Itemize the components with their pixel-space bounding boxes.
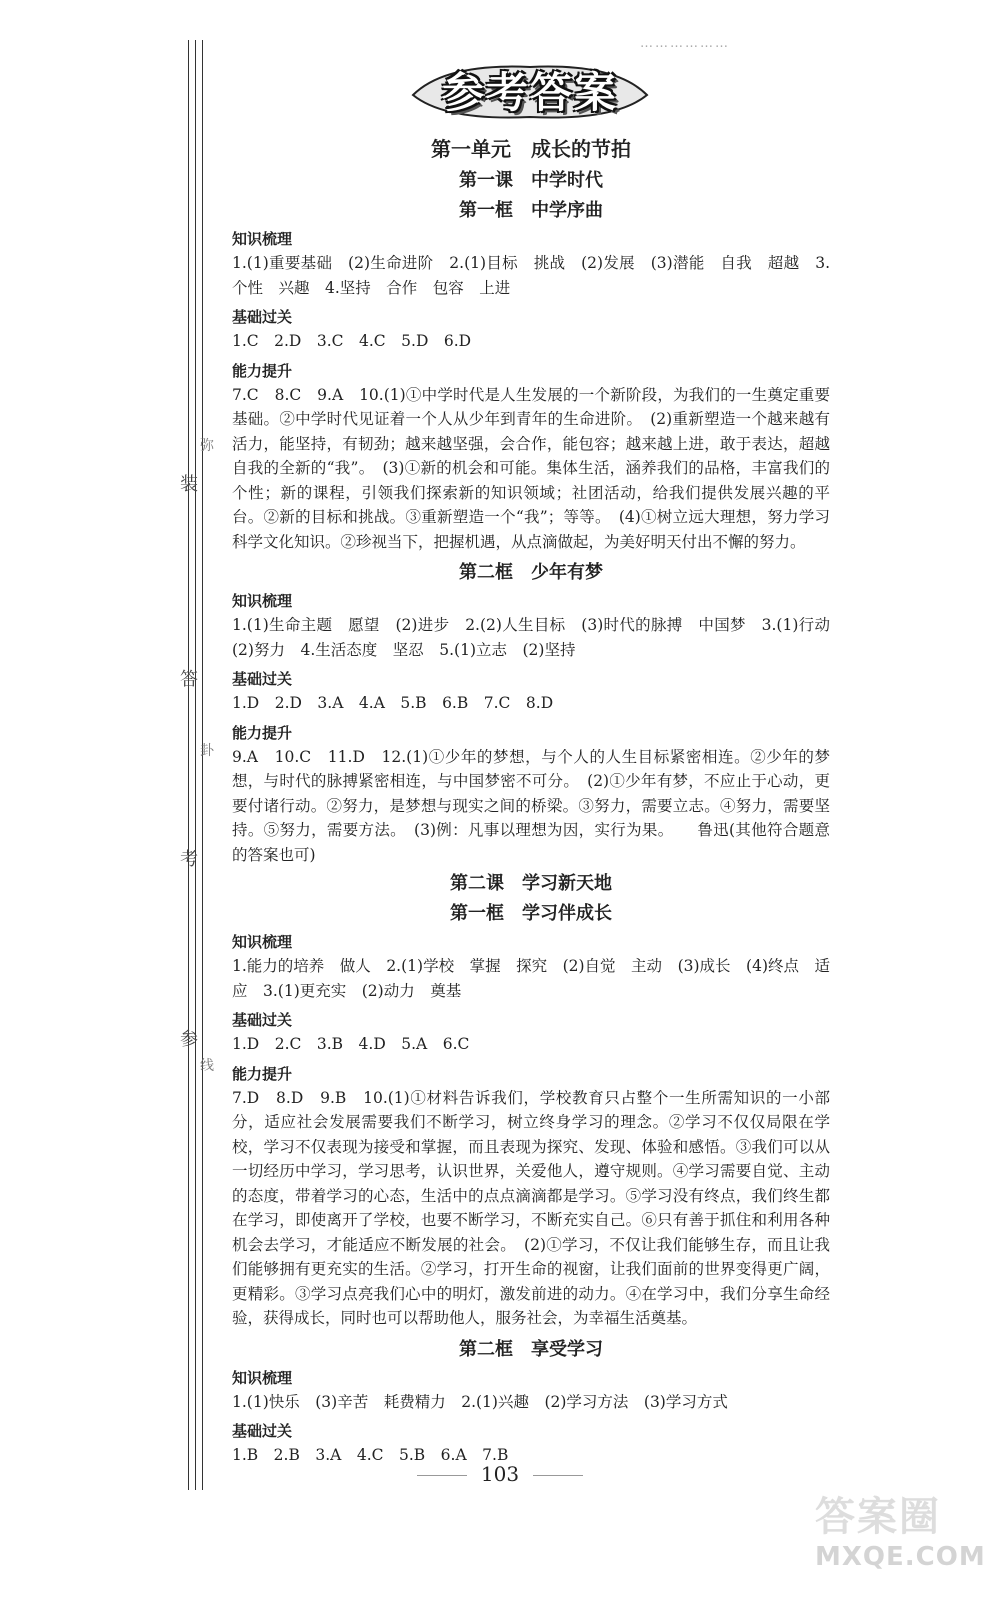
lesson-heading: 第二课 学习新天地 xyxy=(450,873,612,894)
answer-paragraph: 7.D 8.D 9.B 10.(1)①材料告诉我们，学校教育只占整个一生所需知识的一小部分，适应社会发展需要我们不断学习，树立终身学习的理念。②学习不仅仅局限在学校，学习不仅表现为接受和掌握，而且表现为探究、发现、体验和感悟。③我们可以从一切经历中学习，学习思考，认识世界，关爱他人，遵守规则。④学习需要自觉、主动的态度，带着学习的心态，生活中的点点滴滴都是学习。⑤学习没有终点，我们终生都在学习，即使离开了学校，也要不断学习，不断充实自己。⑥只有善于抓住和利用各种机会去学习，才能适应不断发展的社会。 (2)①学习，不仅让我们能够生存，而且让我们能够拥有更充实的生活。②学习，打开生命的视窗，让我们面前的世界变得更广阔，更精彩。③学习点亮我们心中的明灯，激发前进的动力。④在学习中，我们分享生命经验，获得成长，同时也可以帮助他人，服务社会，为幸福生活奠基。 xyxy=(232,1088,830,1327)
margin-mark: 装 xyxy=(180,474,198,495)
section-label: 基础过关 xyxy=(232,670,293,688)
frame-heading: 第二框 享受学习 xyxy=(459,1338,603,1360)
section-label: 基础过关 xyxy=(232,1422,293,1440)
unit-heading: 第一单元 成长的节拍 xyxy=(431,137,631,161)
section-label: 知识梳理 xyxy=(232,933,293,951)
answer-paragraph: 1.D 2.D 3.A 4.A 5.B 6.B 7.C 8.D xyxy=(232,694,554,712)
answer-paragraph: 1.(1)快乐 (3)辛苦 耗费精力 2.(1)兴趣 (2)学习方法 (3)学习方式 xyxy=(232,1392,728,1411)
answer-paragraph: 1.(1)重要基础 (2)生命进阶 2.(1)目标 挑战 (2)发展 (3)潜能 自我 超越 3.个性 兴趣 4.坚持 合作 包容 上进 xyxy=(232,254,830,297)
banner-title: 参考答案 xyxy=(441,68,618,117)
answer-paragraph: 9.A 10.C 11.D 12.(1)①少年的梦想，与个人的人生目标紧密相连。②少年的梦想，与时代的脉搏紧密相连，与中国梦密不可分。 (2)①少年有梦，不应止于心动，更要付诸行动。②努力，是梦想与现实之间的桥梁。③努力，需要立志。④努力，需要坚持。⑤努力，需要方法。 (3)例：凡事以理想为因，实行为果。 鲁迅(其他符合题意的答案也可) xyxy=(232,747,830,864)
page-number-row xyxy=(0,1462,1000,1486)
frame-heading: 第二框 少年有梦 xyxy=(459,562,603,583)
watermark-url: MXQE.COM xyxy=(815,1542,986,1572)
margin-mark: 线 xyxy=(200,1058,214,1074)
binding-margin-lines xyxy=(188,40,210,1490)
answer-paragraph: 1.D 2.C 3.B 4.D 5.A 6.C xyxy=(232,1035,470,1053)
lesson-heading: 第一课 中学时代 xyxy=(459,170,603,191)
answer-banner xyxy=(405,55,655,125)
margin-mark: 答 xyxy=(180,669,198,690)
section-label: 能力提升 xyxy=(232,361,293,380)
answer-paragraph: 7.C 8.C 9.A 10.(1)①中学时代是人生发展的一个新阶段，为我们的一生奠定重要基础。②中学时代见证着一个人从少年到青年的生命进阶。 (2)重新塑造一个越来越有活力，能坚持，有韧劲；越来越坚强，会合作，能包容；越来越上进，敢于表达，超越自我的全新的“我”。 (3)①新的机会和可能。集体生活，涵养我们的品格，丰富我们的个性；新的课程，引领我们探索新的知识领域；社团活动，给我们提供发展兴趣的平台。②新的目标和挑战。③重新塑造一个“我”；等等。 (4)①树立远大理想，努力学习科学文化知识。②珍视当下，把握机遇，从点滴做起，为美好明天付出不懈的努力。 xyxy=(232,385,830,551)
corner-note: ……………… xyxy=(640,36,730,51)
watermark-logo: 答案圈 xyxy=(815,1494,941,1540)
page-number: 103 xyxy=(480,1462,520,1486)
section-label: 基础过关 xyxy=(232,1011,293,1029)
answer-paragraph: 1.B 2.B 3.A 4.C 5.B 6.A 7.B xyxy=(232,1446,509,1464)
section-label: 能力提升 xyxy=(232,723,293,742)
frame-heading: 第一框 学习伴成长 xyxy=(450,903,612,924)
section-label: 知识梳理 xyxy=(232,230,293,248)
answer-content xyxy=(232,125,846,1468)
frame-heading: 第一框 中学序曲 xyxy=(459,200,603,221)
site-watermark xyxy=(815,1485,990,1595)
answer-paragraph: 1.(1)生命主题 愿望 (2)进步 2.(2)人生目标 (3)时代的脉搏 中国梦 3.(1)行动 (2)努力 4.生活态度 坚忍 5.(1)立志 (2)坚持 xyxy=(232,616,846,659)
section-label: 知识梳理 xyxy=(232,592,293,610)
page-number-rule xyxy=(533,1475,583,1476)
section-label: 能力提升 xyxy=(232,1064,293,1083)
margin-mark: 考 xyxy=(180,849,198,870)
section-label: 基础过关 xyxy=(232,308,293,326)
margin-mark: 弥 xyxy=(200,438,214,454)
margin-mark: 参 xyxy=(180,1029,198,1050)
answer-paragraph: 1.C 2.D 3.C 4.C 5.D 6.D xyxy=(232,332,472,350)
answer-paragraph: 1.能力的培养 做人 2.(1)学校 掌握 探究 (2)自觉 主动 (3)成长 (4)终点 适应 3.(1)更充实 (2)动力 奠基 xyxy=(232,957,830,1000)
section-label: 知识梳理 xyxy=(232,1368,293,1387)
margin-mark: 卦 xyxy=(200,743,214,759)
page-number-rule xyxy=(417,1475,467,1476)
